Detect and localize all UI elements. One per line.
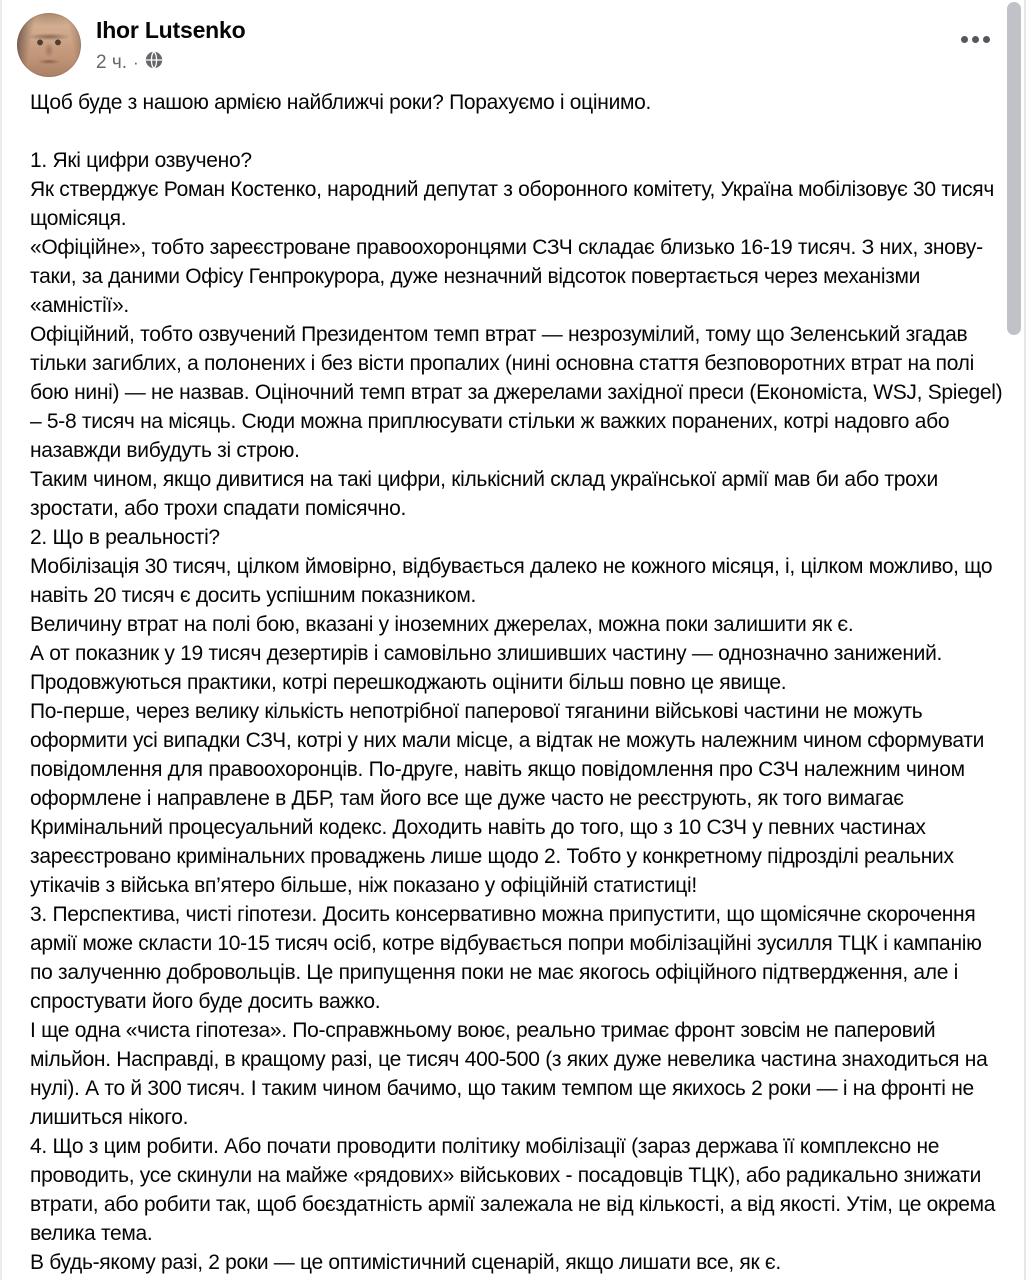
post-paragraph: По-перше, через велику кількість непотрібної паперової тяганини військові частини не можуть оформити усі випадки СЗЧ, котрі у них мали місце, а відтак не можуть належним чином сформувати повідомлення для правоохоронців. По-друге, навіть якщо повідомлення про СЗЧ належним чином оформлене і направлене в ДБР, там його все ще дуже часто не реєструють, як того вимагає Кримінальний процесуальний кодекс. Доходить навіть до того, що з 10 СЗЧ у певних частинах зареєстровано кримінальних проваджень лише щодо 2. Тобто у конкретному підрозділі реальних утікачів з війська вп’ятеро більше, ніж показано у офіційній статистиці! [30,700,985,897]
post-meta-row [96,50,245,75]
post-text [0,77,1029,1277]
meta-separator: · [133,52,139,72]
ellipsis-icon [983,36,990,43]
post-paragraph: Мобілізація 30 тисяч, цілком ймовірно, відбувається далеко не кожного місяця, і, цілком можливо, що навіть 20 тисяч є досить успішним показником. [30,555,993,607]
card-left-border [0,0,2,1280]
post-paragraph: Щоб буде з нашою армією найближчі роки? Порахуємо і оцінимо. [30,91,652,114]
post-paragraph: І ще одна «чиста гіпотеза». По-справжньому воює, реально тримає фронт зовсім не паперовий мільйон. Насправді, в кращому разі, це тисяч 400-500 (з яких дуже невелика частина знаходиться на нулі). А то й 300 тисяч. І таким чином бачимо, що таким темпом ще якихось 2 роки — і на фронті не лишиться нікого. [30,1019,988,1129]
more-options-button[interactable] [959,28,992,51]
post-header-meta [96,13,245,75]
post-paragraph: 2. Що в реальності? [30,526,220,549]
profile-avatar[interactable] [17,13,81,77]
post-timestamp[interactable]: 2 ч. [96,51,128,73]
scrollbar-track[interactable] [1024,0,1026,1280]
post-paragraph: Таким чином, якщо дивитися на такі цифри, кількісний склад української армії мав би або трохи зростати, або трохи спадати помісячно. [30,468,938,520]
post-paragraph: Величину втрат на полі бою, вказані у іноземних джерелах, можна поки залишити як є. [30,613,854,636]
author-name[interactable]: Ihor Lutsenko [96,17,246,43]
post-paragraph: 1. Які цифри озвучено? [30,149,252,172]
post-paragraph: 3. Перспектива, чисті гіпотези. Досить консервативно можна припустити, що щомісячне скорочення армії може скласти 10-15 тисяч осіб, котре відбувається попри мобілізаційні зусилля ТЦК і кампанію по залученню добровольців. Це припущення поки не має якогось офіційного підтвердження, але і спростувати його буде досить важко. [30,903,982,1013]
scrollbar-thumb[interactable] [1007,2,1021,335]
post-paragraph: Офіційний, тобто озвучений Президентом темп втрат — незрозумілий, тому що Зеленський згадав тільки загиблих, а полонених і без вісти пропалих (нині основна стаття безповоротних втрат на полі бою нині) — не назвав. Оціночний темп втрат за джерелами західної преси (Економіста, WSJ, Spiegel) – 5-8 тисяч на місяць. Сюди можна приплюсувати стільки ж важких поранених, котрі надовго або назавжди вибудуть зі строю. [30,323,1003,462]
ellipsis-icon [961,36,968,43]
post-header [0,0,1029,77]
post-paragraph: В будь-якому разі, 2 роки — це оптимістичний сценарій, якщо лишати все, як є. [30,1251,781,1274]
post-paragraph: 4. Що з цим робити. Або почати проводити політику мобілізації (зараз держава її комплексно не проводить, усе скинули на майже «рядових» військових - посадовців ТЦК), або радикально знижати втрати, або робити так, щоб боєздатність армії залежала не від кількості, а від якості. Утім, це окрема велика тема. [30,1135,996,1245]
globe-icon [145,51,163,75]
post-paragraph: «Офіційне», тобто зареєстроване правоохоронцями СЗЧ складає близько 16-19 тисяч. З них, знову-таки, за даними Офісу Генпрокурора, дуже незначний відсоток повертається через механізми «амністії». [30,236,983,317]
ellipsis-icon [972,36,979,43]
post-paragraph [30,117,1003,146]
post-paragraph: Як стверджує Роман Костенко, народний депутат з оборонного комітету, Україна мобілізовує 30 тисяч щомісяця. [30,178,994,230]
post-paragraph: А от показник у 19 тисяч дезертирів і самовільно злишивших частину — однозначно занижений. Продовжуються практики, котрі перешкоджають оцінити більш повно це явище. [30,642,943,694]
